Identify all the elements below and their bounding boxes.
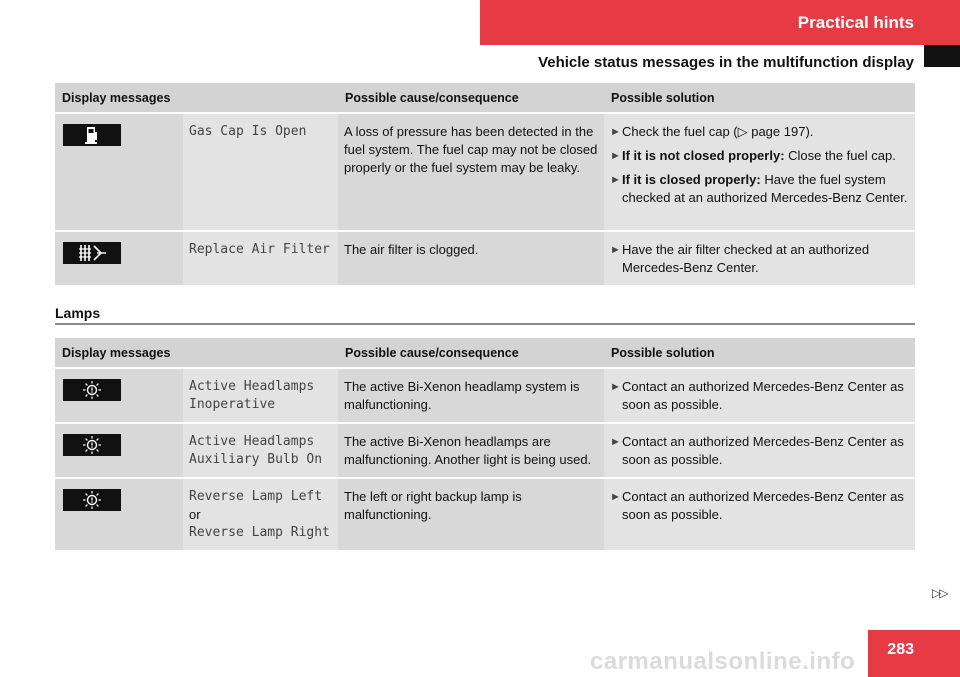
cause-text: The air filter is clogged. xyxy=(338,232,604,287)
header-solution: Possible solution xyxy=(604,338,915,369)
message-line: Active Headlamps xyxy=(189,379,315,394)
message-line: Active Headlamps xyxy=(189,434,315,449)
section-heading-lamps: Lamps xyxy=(55,305,101,321)
lamps-messages-table xyxy=(55,338,915,552)
solution-step xyxy=(610,488,909,524)
solution-step xyxy=(610,147,909,165)
table-row xyxy=(55,232,915,287)
solution-step xyxy=(610,433,909,469)
page-number-tab xyxy=(868,630,960,677)
message-line: Auxiliary Bulb On xyxy=(189,452,323,467)
watermark: carmanualsonline.info xyxy=(590,648,856,675)
solution-step xyxy=(610,378,909,414)
table-row xyxy=(55,369,915,424)
header-display-messages: Display messages xyxy=(55,338,338,369)
solution-text: Contact an authorized Mercedes-Benz Center as soon as possible. xyxy=(622,379,904,412)
display-message xyxy=(183,479,338,552)
header-cause: Possible cause/consequence xyxy=(338,338,604,369)
display-message xyxy=(183,369,338,424)
message-line: Inoperative xyxy=(189,397,276,412)
cause-text: A loss of pressure has been detected in the fuel system. The fuel cap may not be closed properly or the fuel system may be leaky. xyxy=(338,114,604,232)
header-cause: Possible cause/consequence xyxy=(338,83,604,114)
display-message xyxy=(183,424,338,479)
table-row xyxy=(55,424,915,479)
table-header-row xyxy=(55,83,915,114)
solution-cell xyxy=(604,369,915,424)
solution-text: Have the air filter checked at an authorized Mercedes-Benz Center. xyxy=(622,242,870,275)
step-arrow-icon: ► xyxy=(610,174,621,186)
fuel-pump-icon xyxy=(63,124,121,146)
section-title: Practical hints xyxy=(797,13,914,32)
display-message: Replace Air Filter xyxy=(183,232,338,287)
step-arrow-icon: ► xyxy=(610,491,621,503)
solution-cell xyxy=(604,424,915,479)
page-number: 283 xyxy=(887,641,914,658)
status-messages-table xyxy=(55,83,915,287)
page-title: Vehicle status messages in the multifunction display xyxy=(538,54,914,71)
solution-cell xyxy=(604,232,915,287)
solution-step xyxy=(610,241,909,277)
continued-marker: ▷▷ xyxy=(932,586,947,600)
table-row xyxy=(55,114,915,232)
solution-cell xyxy=(604,479,915,552)
lamp-warning-icon xyxy=(63,379,121,401)
solution-text: Contact an authorized Mercedes-Benz Center as soon as possible. xyxy=(622,434,904,467)
solution-cell xyxy=(604,114,915,232)
solution-text: Contact an authorized Mercedes-Benz Center as soon as possible. xyxy=(622,489,904,522)
solution-step xyxy=(610,123,909,141)
cause-text: The active Bi-Xenon headlamps are malfunctioning. Another light is being used. xyxy=(338,424,604,479)
table-header-row xyxy=(55,338,915,369)
message-line: Reverse Lamp Left xyxy=(189,489,323,504)
step-arrow-icon: ► xyxy=(610,244,621,256)
solution-text: Close the fuel cap. xyxy=(784,148,896,163)
step-arrow-icon: ► xyxy=(610,436,621,448)
message-line: Reverse Lamp Right xyxy=(189,525,330,540)
solution-condition: If it is not closed properly: xyxy=(622,148,785,163)
step-arrow-icon: ► xyxy=(610,150,621,162)
lamp-warning-icon xyxy=(63,489,121,511)
solution-text: Check the fuel cap (▷ page 197). xyxy=(622,124,814,139)
page-marker-tab xyxy=(924,45,960,67)
display-message: Gas Cap Is Open xyxy=(183,114,338,232)
header-display-messages: Display messages xyxy=(55,83,338,114)
solution-step xyxy=(610,171,909,207)
cause-text: The left or right backup lamp is malfunctioning. xyxy=(338,479,604,552)
step-arrow-icon: ► xyxy=(610,126,621,138)
header-solution: Possible solution xyxy=(604,83,915,114)
solution-text: Have the fuel system checked at an authorized Mercedes-Benz Center. xyxy=(622,172,908,205)
solution-condition: If it is closed properly: xyxy=(622,172,761,187)
table-row xyxy=(55,479,915,552)
air-filter-icon xyxy=(63,242,121,264)
cause-text: The active Bi-Xenon headlamp system is malfunctioning. xyxy=(338,369,604,424)
message-connector: or xyxy=(189,507,201,522)
step-arrow-icon: ► xyxy=(610,381,621,393)
divider xyxy=(55,323,915,325)
lamp-warning-icon xyxy=(63,434,121,456)
